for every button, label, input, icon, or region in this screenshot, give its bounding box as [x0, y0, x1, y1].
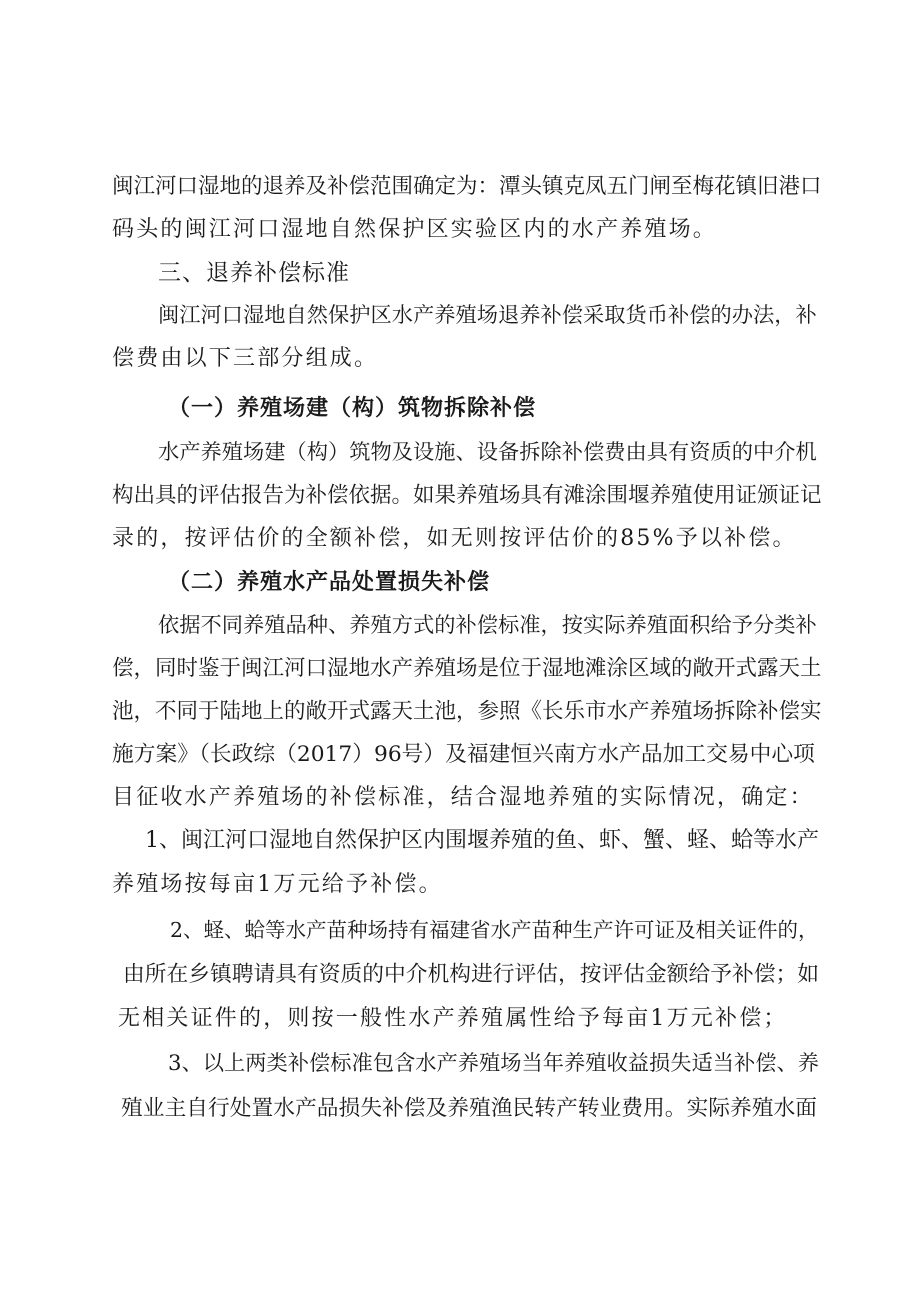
paragraph-line-scope-2: 码头的闽江河口湿地自然保护区实验区内的水产养殖场。 — [112, 217, 718, 242]
paragraph-line-intro-2: 偿费由以下三部分组成。 — [112, 346, 379, 371]
paragraph-line-demolition-3: 录的，按评估价的全额补偿，如无则按评估价的85%予以补偿。 — [112, 526, 797, 551]
paragraph-line-products-3: 池，不同于陆地上的敞开式露天土池，参照《长乐市水产养殖场拆除补偿实 — [112, 699, 822, 724]
section-heading: 三、退养补偿标准 — [158, 260, 350, 286]
list-item-2-line-2: 由所在乡镇聘请具有资质的中介机构进行评估，按评估金额给予补偿；如 — [123, 962, 819, 987]
paragraph-line-demolition-2: 构出具的评估报告为补偿依据。如果养殖场具有滩涂围堰养殖使用证颁证记 — [112, 483, 822, 508]
list-item-2-line-3: 无相关证件的，则按一般性水产养殖属性给予每亩1万元补偿； — [118, 1006, 788, 1031]
paragraph-line-products-4: 施方案》（长政综（2017）96号）及福建恒兴南方水产品加工交易中心项 — [112, 742, 815, 767]
paragraph-line-scope-1: 闽江河口湿地的退养及补偿范围确定为：潭头镇克凤五门闸至梅花镇旧港口 — [112, 174, 822, 199]
list-item-3-line-2: 殖业主自行处置水产品损失补偿及养殖渔民转产转业费用。实际养殖水面 — [121, 1096, 817, 1121]
paragraph-line-products-2: 偿，同时鉴于闽江河口湿地水产养殖场是位于湿地滩涂区域的敞开式露天土 — [112, 656, 822, 681]
list-item-1-line-2: 养殖场按每亩1万元给予补偿。 — [112, 872, 443, 897]
paragraph-line-products-1: 依据不同养殖品种、养殖方式的补偿标准，按实际养殖面积给予分类补 — [158, 613, 817, 638]
paragraph-line-demolition-1: 水产养殖场建（构）筑物及设施、设备拆除补偿费由具有资质的中介机 — [158, 440, 817, 465]
list-item-3-line-1: 3、以上两类补偿标准包含水产养殖场当年养殖收益损失适当补偿、养 — [168, 1051, 820, 1076]
list-item-2-line-1: 2、蛏、蛤等水产苗种场持有福建省水产苗种生产许可证及相关证件的， — [170, 918, 819, 942]
list-item-1-line-1: 1、闽江河口湿地自然保护区内围堰养殖的鱼、虾、蟹、蛏、蛤等水产 — [145, 828, 819, 853]
paragraph-line-intro-1: 闽江河口湿地自然保护区水产养殖场退养补偿采取货币补偿的办法，补 — [158, 303, 817, 328]
paragraph-line-products-5: 目征收水产养殖场的补偿标准，结合湿地养殖的实际情况，确定： — [112, 785, 814, 810]
subsection-heading-2: （二）养殖水产品处置损失补偿 — [168, 569, 491, 595]
subsection-heading-1: （一）养殖场建（构）筑物拆除补偿 — [168, 395, 537, 421]
